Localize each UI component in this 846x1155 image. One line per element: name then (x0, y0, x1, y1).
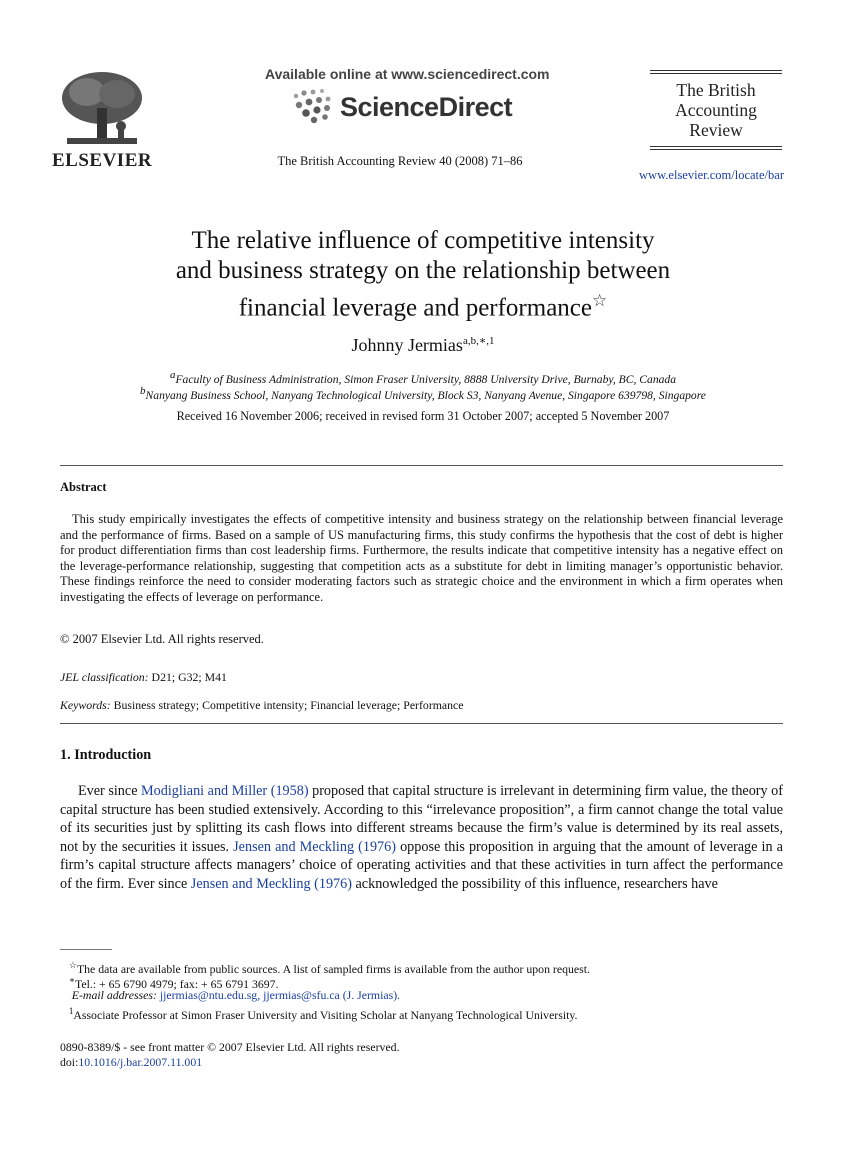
section-heading-introduction: 1. Introduction (60, 747, 152, 763)
title-footnote-star-icon[interactable]: ☆ (592, 291, 608, 310)
affiliation-a (60, 369, 786, 386)
top-double-rule (650, 70, 782, 74)
divider-top (60, 465, 783, 466)
affiliation-b-text: Nanyang Business School, Nanyang Technological University, Block S3, Nanyang Avenue, Singapore 639798, Singapore (145, 388, 706, 402)
author-affiliation-marks[interactable]: a,b,∗,1 (462, 335, 495, 347)
journal-box-title (650, 80, 782, 140)
introduction-paragraph (60, 782, 783, 894)
title-line-1: The relative influence of competitive intensity (191, 227, 655, 254)
intro-text-1: Ever since (78, 783, 142, 799)
available-online-text[interactable]: Available online at www.sciencedirect.com (265, 66, 550, 82)
footnote-email (60, 988, 783, 1003)
journal-box-line3: Review (689, 120, 743, 140)
jel-label: JEL classification: (60, 670, 149, 684)
affiliation-b-mark: b (140, 385, 146, 397)
sciencedirect-dots-icon (288, 86, 338, 130)
footnote-star-text: The data are available from public sources. A list of sampled firms is available from the author upon request. (76, 961, 590, 976)
title-line-3 (60, 286, 786, 323)
keywords-value: Business strategy; Competitive intensity; Financial leverage; Performance (113, 698, 464, 712)
journal-title-box (650, 70, 782, 164)
elsevier-wordmark: ELSEVIER (52, 150, 153, 171)
email-owner: (J. Jermias). (339, 988, 401, 1002)
jel-value: D21; G32; M41 (151, 670, 227, 684)
title-line-3-text: financial leverage and performance (238, 294, 592, 322)
citation-link[interactable]: Jensen and Meckling (1976) (190, 875, 352, 892)
citation-link[interactable]: Jensen and Meckling (1976) (233, 838, 396, 855)
footnote-tel-mark: ∗ (68, 975, 75, 985)
doi-line (60, 1055, 202, 1070)
footnote-one-text: Associate Professor at Simon Fraser University and Visiting Scholar at Nanyang Technological University. (73, 1007, 578, 1022)
author-line (60, 334, 786, 356)
issn-line: 0890-8389/$ - see front matter © 2007 Elsevier Ltd. All rights reserved. (60, 1040, 400, 1054)
intro-text-4: acknowledged the possibility of this influence, researchers have (351, 875, 718, 892)
affiliation-a-text: Faculty of Business Administration, Simon Fraser University, 8888 University Drive, Burnaby, BC, Canada (175, 372, 677, 386)
jel-classification (60, 670, 227, 685)
journal-box-line2: Accounting (675, 100, 757, 120)
doi-link[interactable]: 10.1016/j.bar.2007.11.001 (78, 1055, 203, 1069)
affiliation-a-mark: a (169, 369, 176, 381)
doi-label: doi: (60, 1055, 79, 1069)
bottom-double-rule (650, 146, 782, 150)
email-label: E-mail addresses: (71, 988, 157, 1002)
elsevier-logo (52, 68, 153, 171)
journal-box-line1: The British (676, 80, 756, 100)
email-separator: , (257, 988, 264, 1002)
abstract-heading: Abstract (60, 480, 107, 494)
affiliation-b (60, 385, 786, 402)
footnote-tel-text: Tel.: + 65 6790 4979; fax: + 65 6791 3697. (74, 976, 279, 991)
footnote-one-mark: 1 (68, 1006, 74, 1016)
sciencedirect-logo[interactable] (288, 86, 528, 130)
received-dates: Received 16 November 2006; received in revised form 31 October 2007; accepted 5 November 2007 (176, 409, 670, 423)
email-link-ntu[interactable]: jjermias@ntu.edu.sg (159, 988, 258, 1002)
journal-url-link[interactable]: www.elsevier.com/locate/bar (639, 168, 784, 182)
keywords (60, 698, 464, 713)
intro-text-3: oppose this proposition in arguing that the amount of leverage in a firm’s capital structure affects managers’ choice of operating activities and that these activities in turn affect the performance of the firm. Ever since (60, 838, 783, 892)
footnote-star-mark: ☆ (68, 960, 77, 970)
footnote-one (60, 1004, 783, 1023)
citation-link[interactable]: Modigliani and Miller (1958) (141, 783, 309, 799)
abstract-copyright: © 2007 Elsevier Ltd. All rights reserved. (60, 632, 264, 646)
divider-bottom (60, 723, 783, 724)
author-name: Johnny Jermias (351, 335, 463, 355)
journal-reference: The British Accounting Review 40 (2008) 71–86 (277, 154, 523, 168)
abstract-body: This study empirically investigates the effects of competitive intensity and business strategy on the relationship between financial leverage and the performance of firms. Based on a sample of US manufacturing firms, this study confirms the hypothesis that the cost of debt is higher for product differentiation firms than cost leadership firms. Furthermore, the results indicate that competitive intensity has a negative effect on the leverage-performance relationship, suggesting that competition acts as a substitute for debt in limiting manager’s opportunistic behavior. These findings reinforce the need to consider moderating factors such as strategic choice and the environment in which a firm operates when investigating the effects of leverage on performance. (60, 512, 783, 604)
intro-text-2: proposed that capital structure is irrelevant in determining firm value, the theory of capital structure has been studied extensively. According to this “irrelevance proposition”, a firm cannot change the total value of its securities just by splitting its cash flows into different streams because the firm’s value is determined by its real assets, not by the securities it issues. (60, 783, 783, 855)
footnote-rule (60, 949, 112, 950)
email-link-sfu[interactable]: jjermias@sfu.ca (263, 988, 340, 1002)
sciencedirect-wordmark: ScienceDirect (340, 92, 513, 122)
elsevier-tree-icon (57, 68, 147, 148)
paper-title (60, 226, 786, 323)
title-line-2: and business strategy on the relationship between (175, 257, 671, 284)
keywords-label: Keywords: (60, 698, 111, 712)
